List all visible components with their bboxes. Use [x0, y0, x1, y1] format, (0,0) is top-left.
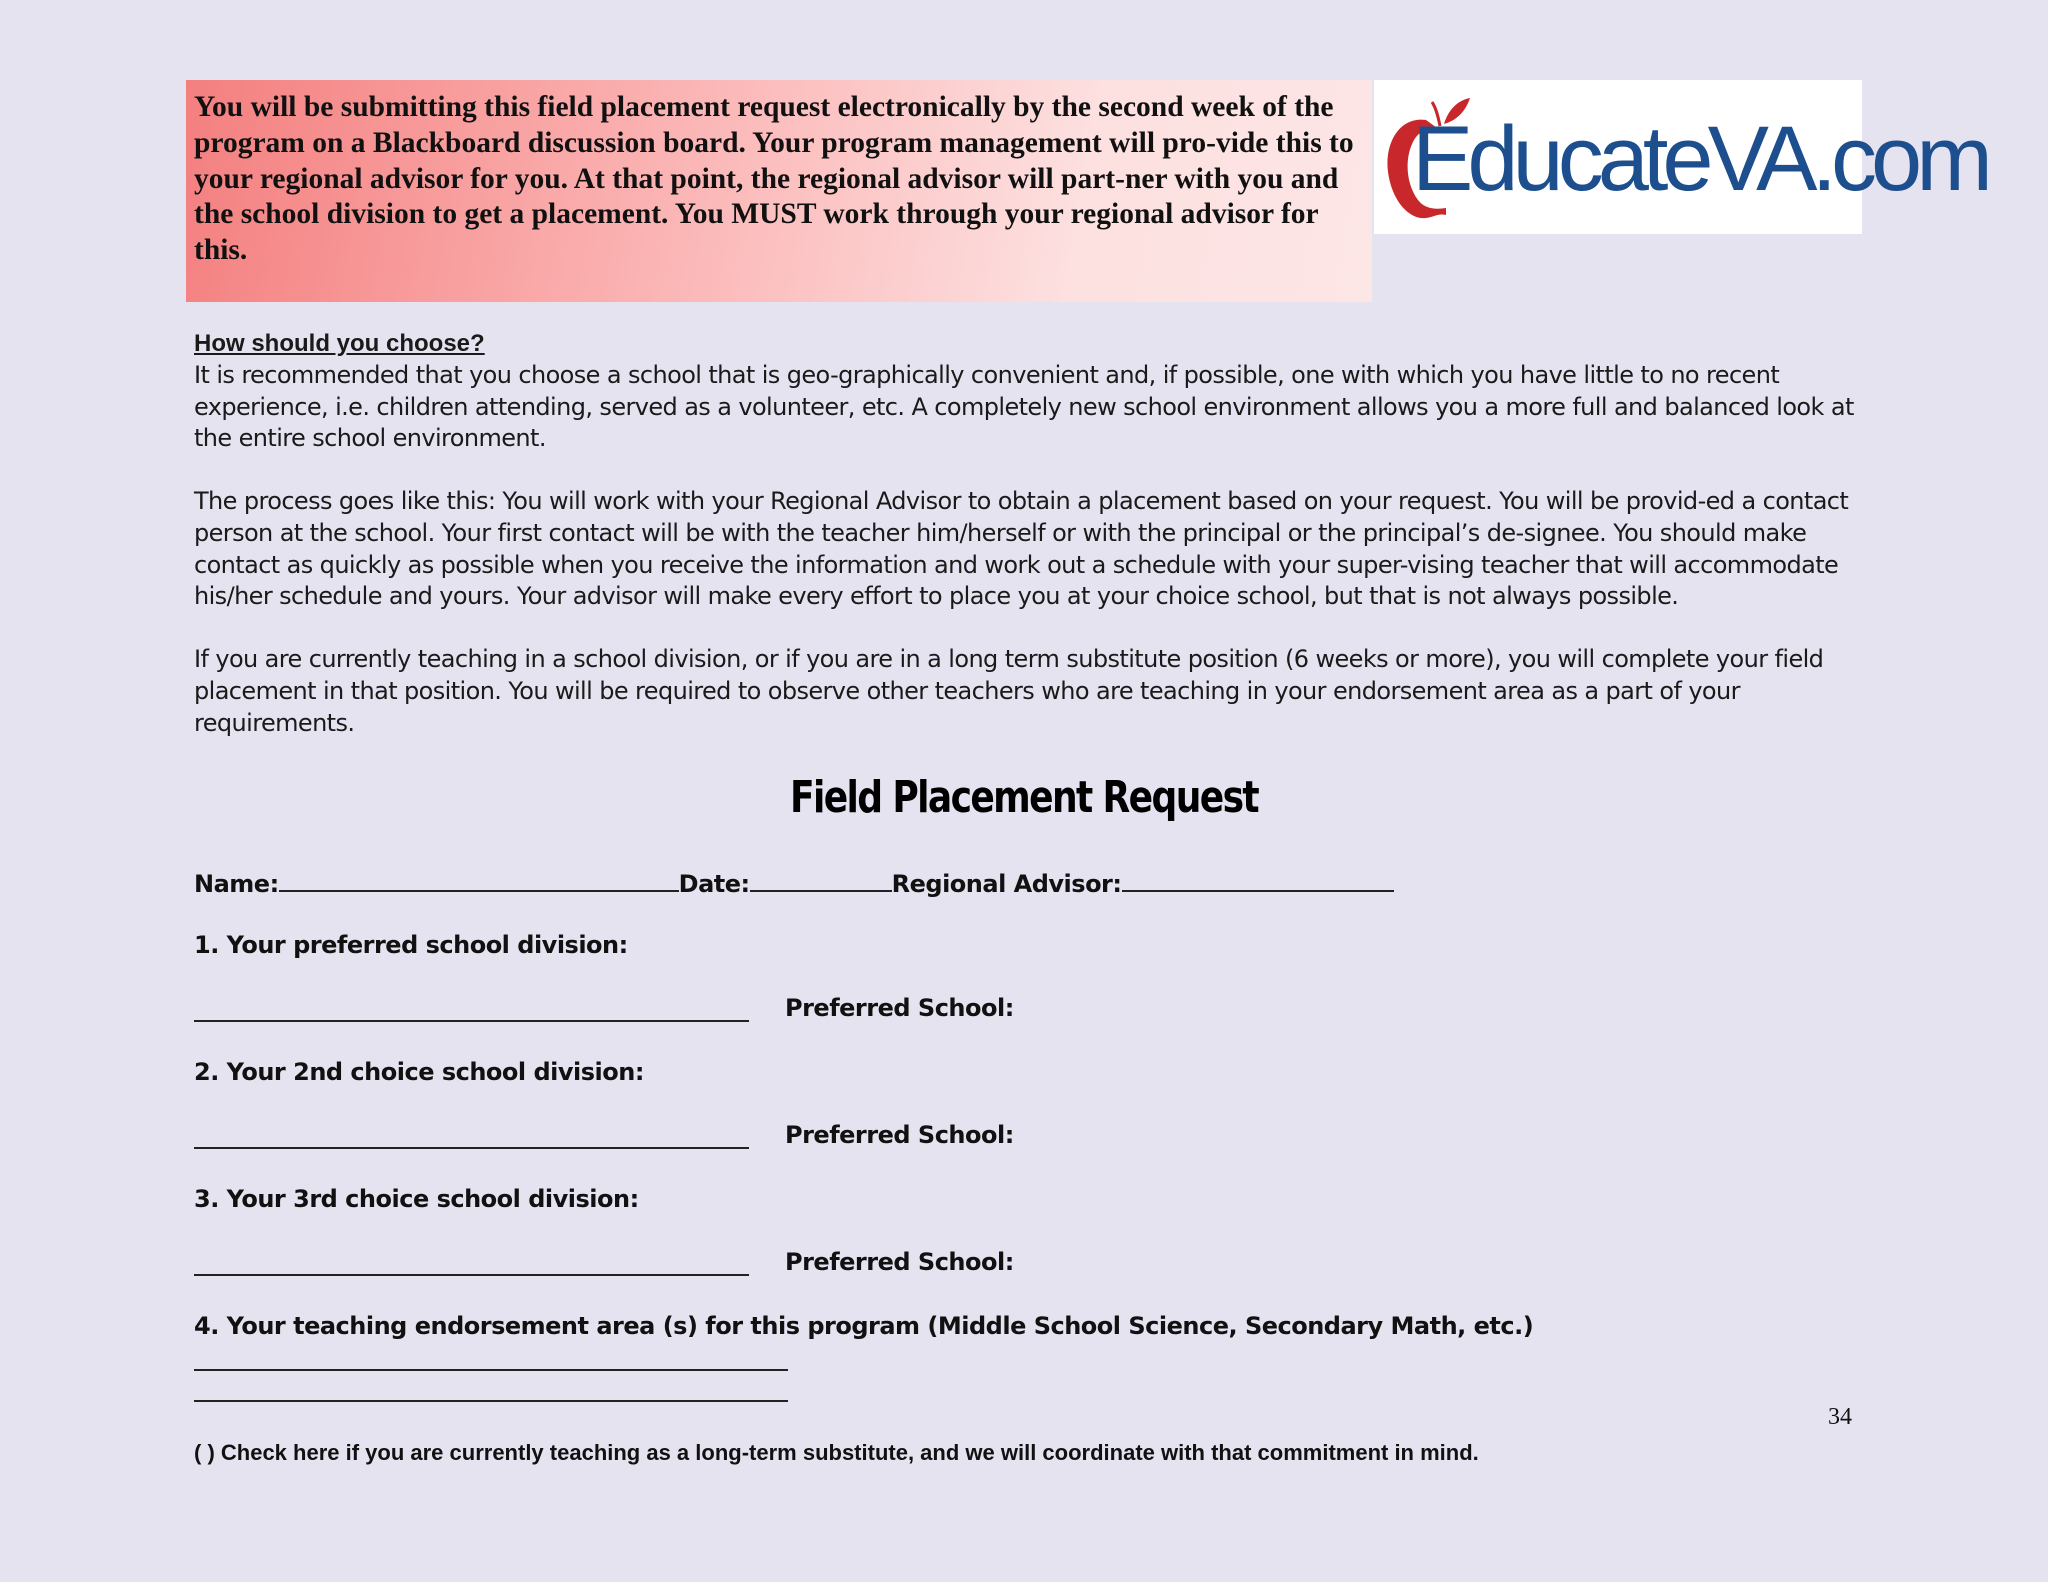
preferred-school-2-label: Preferred School:	[785, 1121, 1014, 1149]
paragraph-recommendation: It is recommended that you choose a school that is geo-graphically convenient and, if possible, one with which you have little to no recent experience, i.e. children attending, served as a volunteer, etc. A completely new school environment allows you a more full and balanced look at the entire school environment.	[194, 361, 1854, 453]
question-2: 2. Your 2nd choice school division:	[194, 1058, 644, 1086]
preferred-school-1-label: Preferred School:	[785, 994, 1014, 1022]
date-field[interactable]	[750, 868, 892, 892]
name-date-advisor-row	[194, 868, 1394, 898]
banner-text: You will be submitting this field placement request electronically by the second week of the program on a Blackboard discussion board. Your program management will pro-vide this to your regional advisor for you. At that point, the regional advisor will part-ner with you and the school division to get a placement. You MUST work through your regional advisor for this.	[194, 91, 1354, 267]
name-label: Name:	[194, 870, 279, 898]
form-title: Field Placement Request	[789, 772, 1259, 823]
endorsement-field-1[interactable]	[194, 1369, 788, 1371]
endorsement-field-2[interactable]	[194, 1400, 788, 1402]
advisor-field[interactable]	[1122, 868, 1394, 892]
name-field[interactable]	[279, 868, 679, 892]
question-3: 3. Your 3rd choice school division:	[194, 1185, 639, 1213]
division-1-field[interactable]	[194, 1020, 749, 1022]
logo-main-text: EducateVA	[1412, 108, 1812, 210]
question-4: 4. Your teaching endorsement area (s) for this program (Middle School Science, Secondary Math, etc.)	[194, 1312, 1534, 1340]
section-heading: How should you choose?	[194, 330, 485, 357]
division-2-field[interactable]	[194, 1147, 749, 1149]
paragraph-process: The process goes like this: You will work with your Regional Advisor to obtain a placement based on your request. You will be provid-ed a contact person at the school. Your first contact will be with the teacher him/herself or with the principal or the principal’s de-signee. You should make contact as quickly as possible when you receive the information and work out a schedule with your super-vising teacher that will accommodate his/her schedule and yours. Your advisor will make every effort to place you at your choice school, but that is not always possible.	[194, 487, 1849, 611]
question-1: 1. Your preferred school division:	[194, 931, 628, 959]
instruction-banner	[186, 80, 1372, 302]
educateva-logo	[1374, 80, 1987, 234]
substitute-checkbox-note[interactable]: ( ) Check here if you are currently teaching as a long-term substitute, and we will coordinate with that commitment in mind.	[194, 1440, 1479, 1465]
page-number: 34	[1828, 1404, 1852, 1430]
guidance-section	[194, 328, 1864, 739]
paragraph-current-teaching: If you are currently teaching in a school division, or if you are in a long term substitute position (6 weeks or more), you will complete your field placement in that position. You will be required to observe other teachers who are teaching in your endorsement area as a part of your requirements.	[194, 645, 1824, 737]
advisor-label: Regional Advisor:	[891, 870, 1122, 898]
date-label: Date:	[678, 870, 750, 898]
logo-wordmark	[1412, 104, 1987, 214]
preferred-school-3-label: Preferred School:	[785, 1248, 1014, 1276]
logo-tld-text: .com	[1811, 108, 1987, 210]
division-3-field[interactable]	[194, 1274, 749, 1276]
